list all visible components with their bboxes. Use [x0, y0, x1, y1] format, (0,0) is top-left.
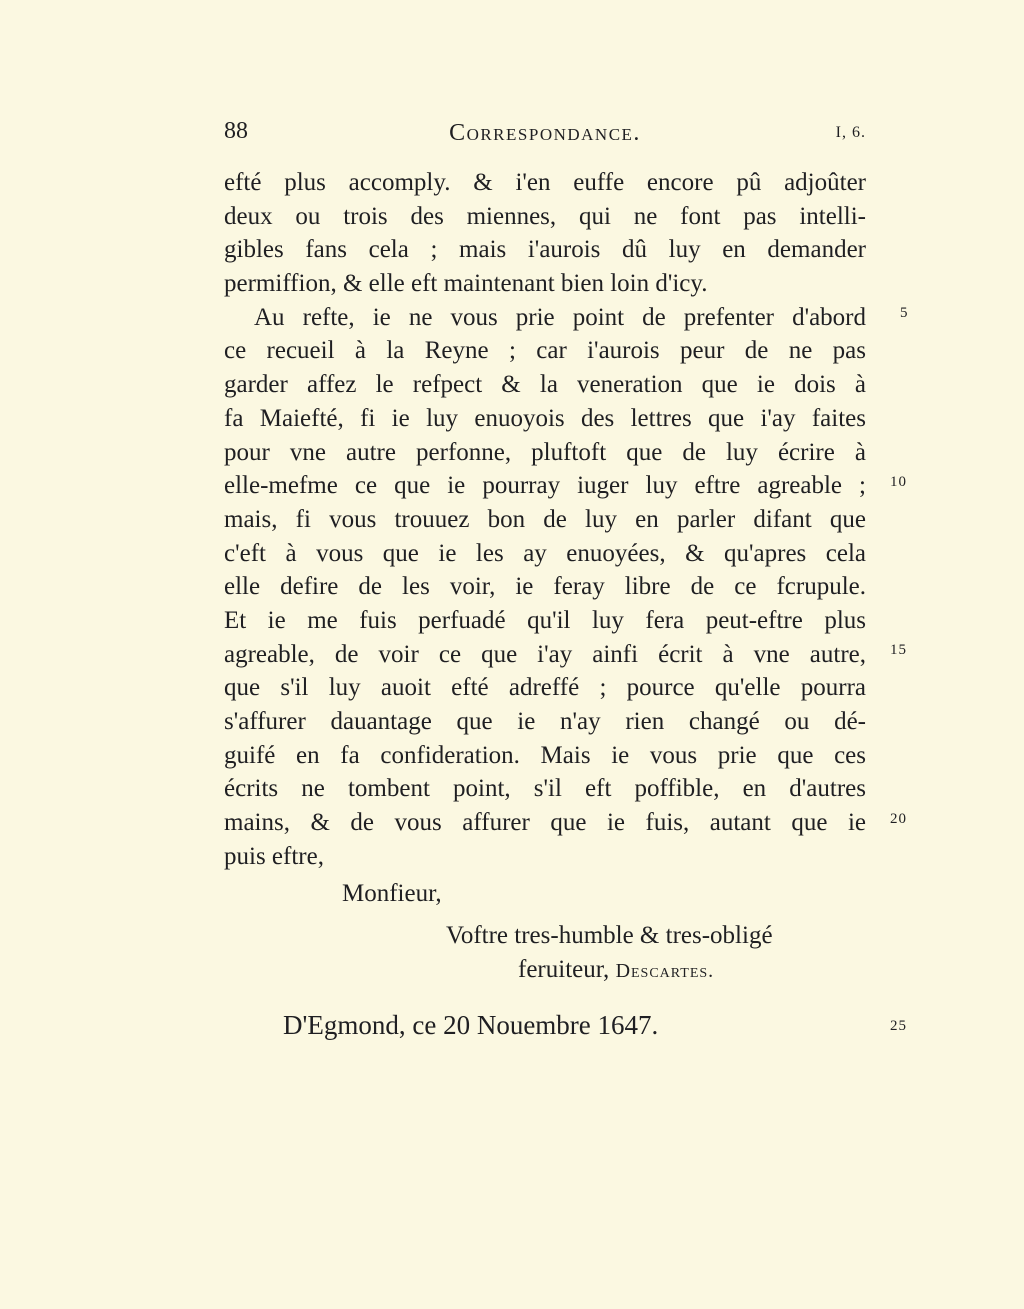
text-line: pour vne autre perfonne, pluftoft que de luy écrire à	[224, 438, 866, 466]
page-header	[224, 118, 866, 152]
line-number: 5	[900, 305, 909, 321]
text-line: c'eft à vous que ie les ay enuoyées, & qu'apres cela	[224, 539, 866, 567]
text-line: gibles fans cela ; mais i'aurois dû luy en demander	[224, 236, 866, 264]
text-line: elle defire de les voir, ie feray libre de ce fcrupule.	[224, 573, 866, 601]
letter-body	[224, 166, 866, 873]
signature-prefix: feruiteur,	[518, 956, 610, 983]
text-line: efté plus accomply. & i'en euffe encore pû adjoûter	[224, 169, 866, 196]
text-line: puis eftre,	[224, 842, 324, 870]
text-line: garder affez le refpect & la veneration que ie dois à	[224, 371, 866, 399]
text-line: guifé en fa confideration. Mais ie vous prie que ces	[224, 741, 866, 769]
text-line: permiffion, & elle eft maintenant bien loin d'icy.	[224, 270, 708, 298]
volume-reference: I, 6.	[835, 124, 866, 141]
page-number: 88	[224, 118, 248, 144]
line-number: 10	[890, 474, 907, 490]
line-number: 15	[890, 642, 907, 658]
line-number: 20	[890, 811, 907, 827]
signature-line	[518, 956, 1024, 984]
signature-name: Descartes.	[615, 960, 715, 982]
text-line: ce recueil à la Reyne ; car i'aurois peur de ne pas	[224, 337, 866, 365]
salutation: Monfieur,	[342, 880, 442, 907]
dateline: D'Egmond, ce 20 Nouembre 1647.	[283, 1010, 659, 1040]
text-line: agreable, de voir ce que i'ay ainfi écrit à vne autre,	[224, 640, 866, 668]
line-number: 25	[890, 1018, 907, 1034]
text-line: Au refte, ie ne vous prie point de prefenter d'abord	[254, 303, 866, 331]
text-line: mains, & de vous affurer que ie fuis, autant que ie	[224, 809, 866, 837]
text-line: que s'il luy auoit efté adreffé ; pource qu'elle pourra	[224, 674, 866, 702]
text-line: elle-mefme ce que ie pourray iuger luy eftre agreable ;	[224, 472, 866, 500]
running-title: Correspondance.	[449, 120, 641, 146]
text-line: mais, fi vous trouuez bon de luy en parler difant que	[224, 505, 866, 533]
text-line: fa Maiefté, fi ie luy enuoyois des lettres que i'ay faites	[224, 404, 866, 432]
text-line: Et ie me fuis perfuadé qu'il luy fera peut-eftre plus	[224, 606, 866, 634]
signature-line: Voftre tres-humble & tres-obligé	[446, 922, 773, 949]
text-line: deux ou trois des miennes, qui ne font pas intelli-	[224, 202, 866, 230]
text-line: s'affurer dauantage que ie n'ay rien changé ou dé-	[224, 708, 866, 735]
text-line: écrits ne tombent point, s'il eft poffible, en d'autres	[224, 775, 866, 803]
